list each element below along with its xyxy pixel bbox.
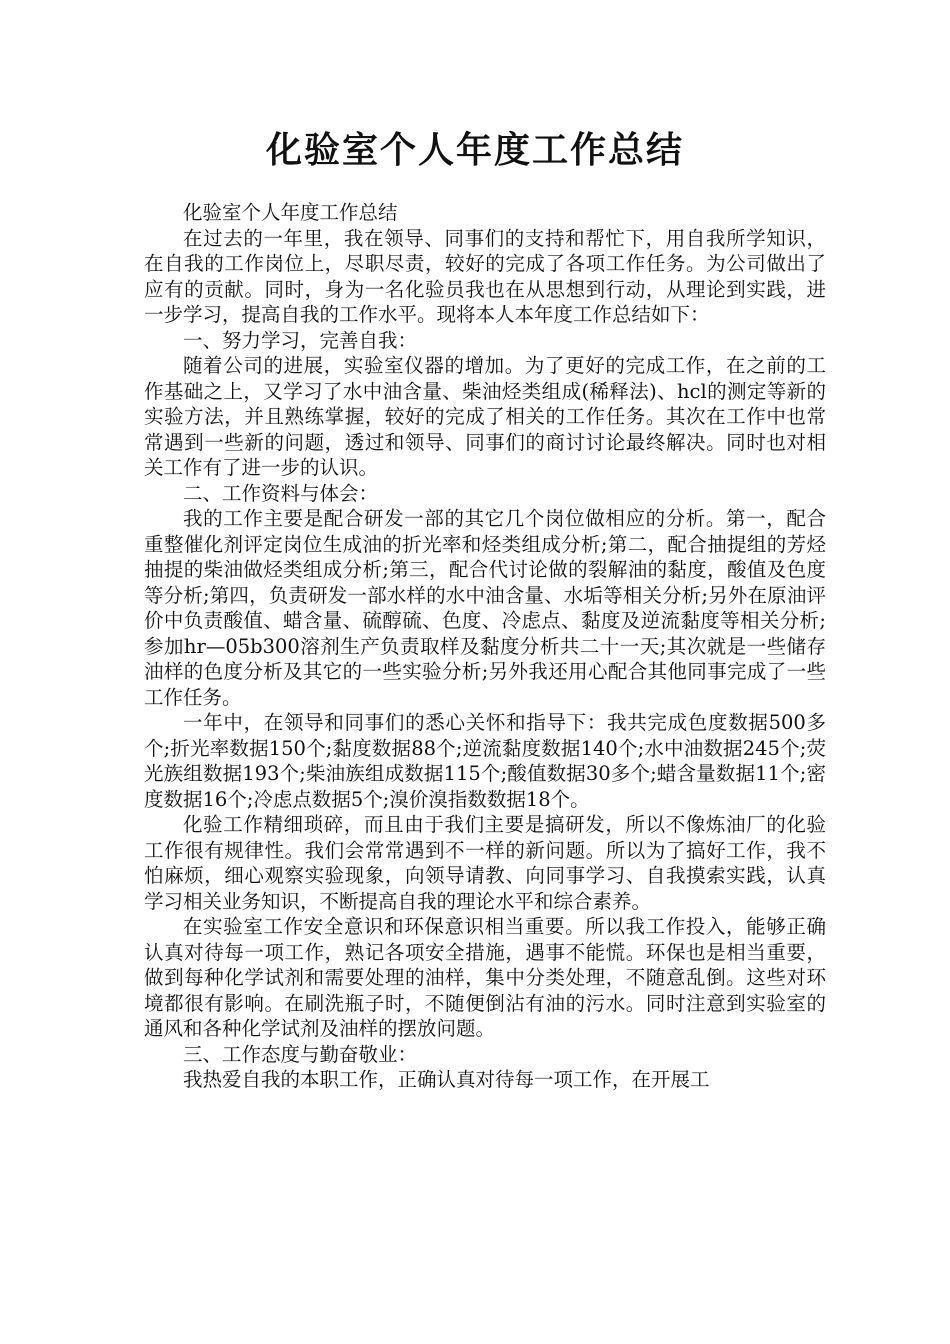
document-body xyxy=(144,200,826,1093)
paragraph: 化验室个人年度工作总结 xyxy=(183,201,398,224)
paragraph: 一年中，在领导和同事们的悉心关怀和指导下：我共完成色度数据500多个;折光率数据150个;黏度数据88个;逆流黏度数据140个;水中油数据245个;荧光族组数据193个;柴油族组成数据115个;酸值数据30多个;蜡含量数据11个;密度数据16个;冷虑点数据5个;溴价溴指数数据18个。 xyxy=(144,711,826,811)
paragraph: 我的工作主要是配合研发一部的其它几个岗位做相应的分析。第一，配合重整催化剂评定岗位生成油的折光率和烃类组成分析;第二，配合抽提组的芳烃抽提的柴油做烃类组成分析;第三，配合代讨论做的裂解油的黏度，酸值及色度等分析;第四，负责研发一部水样的水中油含量、水垢等相关分析;另外在原油评价中负责酸值、蜡含量、硫醇硫、色度、冷虑点、黏度及逆流黏度等相关分析;参加hr—05b300溶剂生产负责取样及黏度分析共二十一天;其次就是一些储存油样的色度分析及其它的一些实验分析;另外我还用心配合其他同事完成了一些工作任务。 xyxy=(144,507,826,709)
section-heading: 一、努力学习，完善自我： xyxy=(183,328,418,352)
paragraph: 化验工作精细琐碎，而且由于我们主要是搞研发，所以不像炼油厂的化验工作很有规律性。我们会常常遇到不一样的新问题。所以为了搞好工作，我不怕麻烦，细心观察实验现象，向领导请教、向同事学习、自我摸索实践，认真学习相关业务知识，不断提高自我的理论水平和综合素养。 xyxy=(144,813,826,913)
paragraph: 在实验室工作安全意识和环保意识相当重要。所以我工作投入，能够正确认真对待每一项工作，熟记各项安全措施，遇事不能慌。环保也是相当重要，做到每种化学试剂和需要处理的油样，集中分类处理，不随意乱倒。这些对环境都很有影响。在刷洗瓶子时，不随便倒沾有油的污水。同时注意到实验室的通风和各种化学试剂及油样的摆放问题。 xyxy=(144,915,826,1040)
document-title: 化验室个人年度工作总结 xyxy=(265,130,684,171)
paragraph: 在过去的一年里，我在领导、同事们的支持和帮忙下，用自我所学知识，在自我的工作岗位上，尽职尽责，较好的完成了各项工作任务。为公司做出了应有的贡献。同时，身为一名化验员我也在从思想到行动，从理论到实践，进一步学习，提高自我的工作水平。现将本人本年度工作总结如下： xyxy=(144,226,826,326)
section-heading: 二、工作资料与体会： xyxy=(183,481,379,505)
paragraph: 随着公司的进展，实验室仪器的增加。为了更好的完成工作，在之前的工作基础之上，又学习了水中油含量、柴油烃类组成(稀释法)、hcl的测定等新的实验方法，并且熟练掌握，较好的完成了相关的工作任务。其次在工作中也常常遇到一些新的问题，透过和领导、同事们的商讨讨论最终解决。同时也对相关工作有了进一步的认识。 xyxy=(144,354,826,479)
section-heading: 三、工作态度与勤奋敬业： xyxy=(183,1042,418,1066)
paragraph: 我热爱自我的本职工作，正确认真对待每一项工作，在开展工 xyxy=(183,1068,710,1091)
